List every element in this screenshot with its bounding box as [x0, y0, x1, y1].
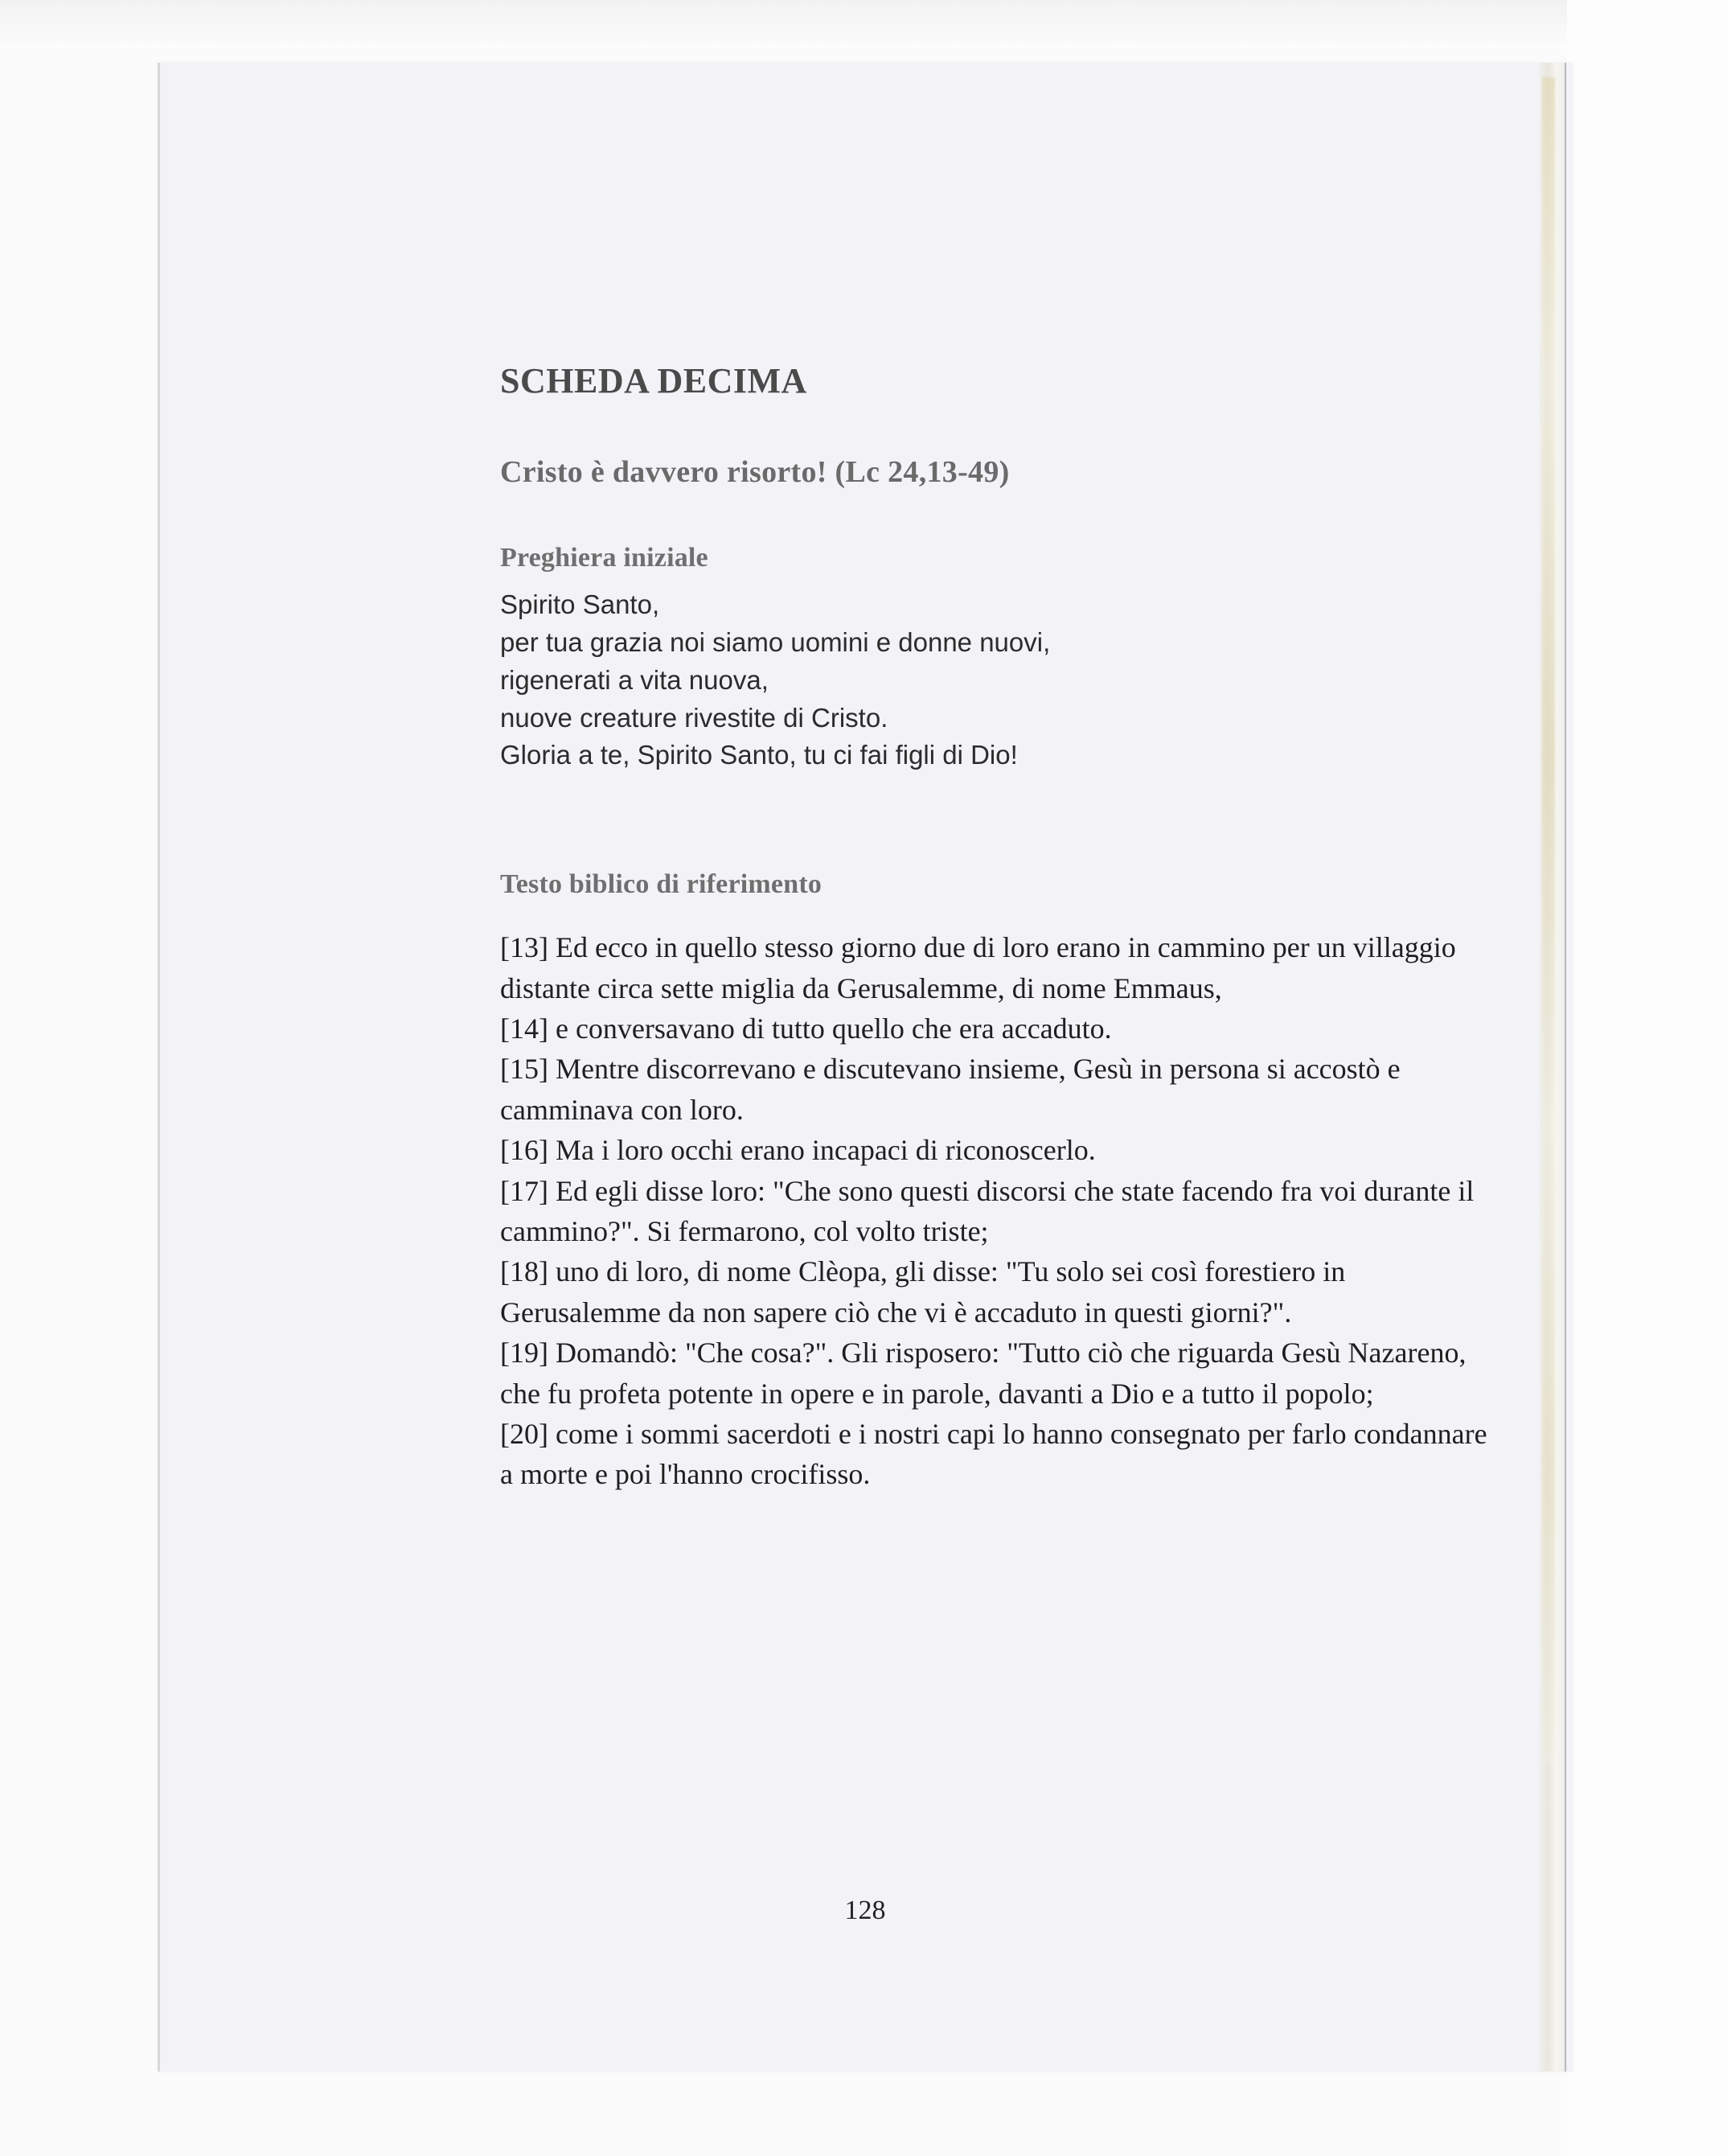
- prayer-line: per tua grazia noi siamo uomini e donne nuovi,: [500, 626, 1051, 657]
- section-heading-preghiera-iniziale: Preghiera iniziale: [500, 543, 708, 573]
- prayer-line: Spirito Santo,: [500, 589, 660, 619]
- document-page: [158, 63, 1573, 2072]
- scripture-verse: [15] Mentre discorrevano e discutevano insieme, Gesù in persona si accostò e camminava con loro.: [500, 1053, 1401, 1126]
- scripture-verse: [20] come i sommi sacerdoti e i nostri capi lo hanno consegnato per farlo condannare a morte e poi l'hanno crocifisso.: [500, 1417, 1487, 1491]
- scripture-verse: [18] uno di loro, di nome Clèopa, gli disse: "Tu solo sei così forestiero in Gerusalemme da non sapere ciò che vi è accaduto in questi giorni?".: [500, 1255, 1346, 1329]
- spine-edge-line: [1565, 63, 1566, 2072]
- page-subtitle: Cristo è davvero risorto! (Lc 24,13-49): [500, 455, 1010, 489]
- scripture-verse: [19] Domandò: "Che cosa?". Gli risposero: "Tutto ciò che riguarda Gesù Nazareno, che fu profeta potente in opere e in parole, davanti a Dio e a tutto il popolo;: [500, 1337, 1467, 1410]
- prayer-block: [500, 586, 1505, 774]
- scripture-verse: [16] Ma i loro occhi erano incapaci di riconoscerlo.: [500, 1134, 1096, 1167]
- page-left-edge: [158, 63, 160, 2072]
- scripture-verse: [13] Ed ecco in quello stesso giorno due di loro erano in cammino per un villaggio distante circa sette miglia da Gerusalemme, di nome Emmaus,: [500, 931, 1456, 1004]
- page-number: 128: [844, 1895, 886, 1925]
- page-content: [500, 360, 1505, 1495]
- scripture-text: [500, 927, 1501, 1494]
- page-title: SCHEDA DECIMA: [500, 361, 807, 400]
- prayer-line: Gloria a te, Spirito Santo, tu ci fai figli di Dio!: [500, 740, 1018, 770]
- prayer-line: nuove creature rivestite di Cristo.: [500, 702, 888, 733]
- section-heading-testo-biblico: Testo biblico di riferimento: [500, 869, 822, 900]
- page-right-margin: [1567, 0, 1727, 2156]
- spine-glue-residue: [1542, 77, 1555, 1766]
- scripture-verse: [14] e conversavano di tutto quello che era accaduto.: [500, 1012, 1112, 1045]
- prayer-line: rigenerati a vita nuova,: [500, 664, 769, 695]
- scripture-verse: [17] Ed egli disse loro: "Che sono questi discorsi che state facendo fra voi durante il cammino?". Si fermarono, col volto triste;: [500, 1174, 1475, 1248]
- scan-top-shadow: [0, 0, 1727, 48]
